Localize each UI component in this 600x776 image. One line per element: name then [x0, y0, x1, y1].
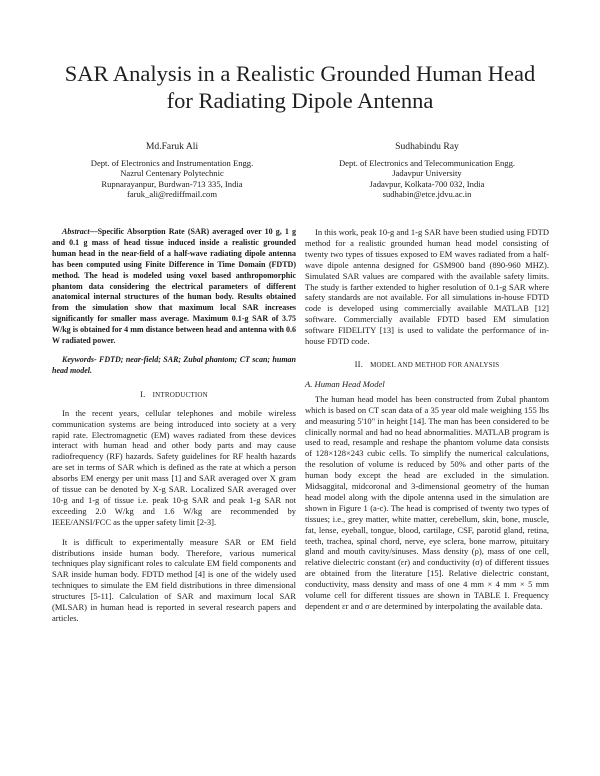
subsection-heading: A. Human Head Model — [305, 378, 385, 389]
author-email: sudhabin@etce.jdvu.ac.in — [382, 189, 472, 200]
section-title: MODEL AND METHOD FOR ANALYSIS — [370, 360, 500, 369]
author-address: Jadavpur, Kolkata-700 032, India — [369, 178, 485, 189]
title-line: for Radiating Dipole Antenna — [166, 88, 434, 113]
author-block — [47, 142, 297, 200]
left-column — [52, 227, 296, 624]
section-heading — [52, 389, 296, 401]
author-name: Md.Faruk Ali — [145, 141, 199, 152]
author-affiliation: Dept. of Electronics and Instrumentation Engg. — [90, 157, 254, 168]
section-title: INTRODUCTION — [152, 390, 208, 399]
author-affiliation: Dept. of Electronics and Telecommunication Engg. — [338, 157, 516, 168]
title-line: SAR Analysis in a Realistic Grounded Human Head — [64, 61, 536, 86]
author-block — [302, 142, 552, 200]
paragraph: In this work, peak 10-g and 1-g SAR have been studied using FDTD method for a realistic grounded human head model consisting of twenty two types of tissues exposed to EM waves radiated from a half-wave dipole antenna designed for GSM900 band (890-960 MHZ). Simulated SAR values are compared with the available safety limits. The study is farther extended to higher resolution of 0.1-g SAR where safety standards are not available. For all simulations in-house FDTD code is developed using commercially available MATLAB [12] software. Commercially available FDTD based EM simulation software FIDELITY [13] is used to validate the performance of in-house FDTD code. — [305, 227, 549, 347]
abstract — [52, 227, 296, 347]
paragraph: In the recent years, cellular telephones and mobile wireless communication systems are being introduced into society at a very rapid rate. Electromagnetic (EM) waves radiated from these devices interact with human head and other body parts and may cause radiofrequency (RF) hazards. Safety guidelines for RF health hazards are set in terms of SAR which is defined as the rate at which a person absorbs EM energy per unit mass [1] and SAR averaged over X gram of tissue can be denoted by X-g SAR. Localized SAR averaged over 10-g and 1-g of tissue i.e. peak 10-g SAR and peak 1-g SAR not exceeding 2.0 W/kg and 1.6 W/kg are recommended by IEEE/ANSI/FCC as the upper safety limit [2-3]. — [52, 407, 296, 527]
abstract-lead: Abstract — [62, 227, 90, 236]
paper-title — [30, 60, 570, 114]
section-number: I. — [140, 388, 146, 399]
author-email: faruk_ali@rediffmail.com — [126, 189, 218, 200]
author-affiliation: Nazrul Centenary Polytechnic — [120, 168, 224, 179]
author-affiliation: Jadavpur University — [392, 168, 462, 179]
keywords: Keywords- FDTD; near-field; SAR; Zubal phantom; CT scan; human head model. — [52, 354, 296, 375]
author-address: Rupnarayanpur, Burdwan-713 335, India — [101, 178, 243, 189]
section-heading — [305, 359, 549, 371]
section-number: II. — [354, 358, 364, 369]
author-name: Sudhabindu Ray — [395, 141, 459, 152]
abstract-text: —Specific Absorption Rate (SAR) averaged over 10 g, 1 g and 0.1 g mass of head tissue induced inside a realistic grounded human head in the near-field of a half-wave radiating dipole antenna has been computed using Finite Difference in Time Domain (FDTD) method. The head is modeled using voxel based anthropomorphic phantom data considering the electrical parameters of different anatomical internal structures of the human body. Results obtained from the simulation show that maximum local SAR increases significantly for smaller mass average. Maximum 0.1-g SAR of 3.75 W/kg is obtained for 4 mm distance between head and antenna with 0.6 W radiated power. — [52, 227, 296, 346]
paragraph: The human head model has been constructed from Zubal phantom which is based on CT scan data of a 35 year old male weighing 155 lbs and measuring 5'10" in height [14]. The man has been considered to be clinically normal and had no head abnormalities. MATLAB program is used to read, resample and reshape the phantom volume data consists of 128×128×243 cubic cells. To simplify the numerical calculations, the resolution of volume is reduced by 50% and other parts of the human body except the head are excluded in the simulation. Midsaggital, midcoronal and 3-dimensional geometry of the human head model along with the dipole antenna used in the simulation are shown in Figure 1 (a-c). The head is comprised of twenty two types of tissues; i.e., grey matter, white matter, cerebellum, skin, bone, muscle, fat, lense, eyeball, tongue, blood, cartilage, CSF, parotid gland, retina, teeth, trachea, spinal chord, nerve, eye sclera, bone marrow, pituitary gland and mouth cavity/sinuses. Mass density (ρ), mass of one cell, relative dielectric constant (εr) and conductivity (σ) of different tissues are obtained from the literature [15]. Relative dielectric constant, conductivity, mass density and mass of one 4 mm × 4 mm × 5 mm volume cell for different tissues are shown in TABLE I. Frequency dependent εr and σ are determined by interpolating the available data. — [305, 393, 549, 611]
paragraph: It is difficult to experimentally measure SAR or EM field distributions inside human body. Therefore, various numerical techniques play significant roles to calculate EM field components and SAR inside human body. FDTD method [4] is one of the widely used techniques to simulate the EM field distributions in three dimensional structures [5-11]. Calculation of SAR and maximum local SAR (MLSAR) in human head is reported in several research papers and articles. — [52, 536, 296, 623]
right-column — [305, 227, 549, 612]
